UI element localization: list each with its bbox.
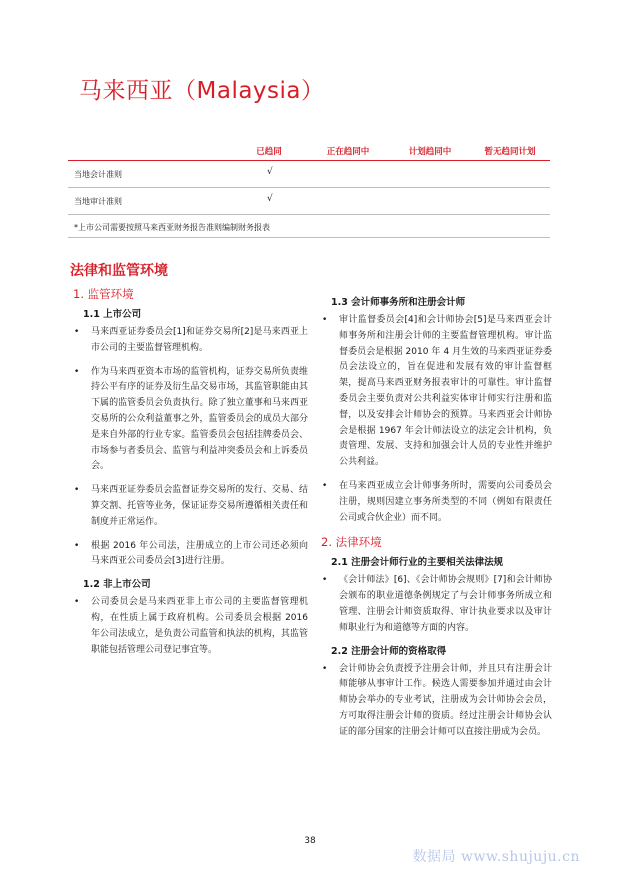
header-planned: 计划趋同中 [408, 147, 452, 157]
list-item: • 公司委员会是马来西亚非上市公司的主要监督管理机构，在性质上属于政府机构。公司委员会根据 2016 年公司法成立，是负责公司监管和执法的机构，其监管职能包括管理公司登记事宜等。 [72, 595, 308, 658]
list-item: • 根据 2016 年公司法，注册成立的上市公司还必须向马来西亚公司委员会[3]进行注册。 [72, 539, 308, 571]
table-row [68, 161, 550, 188]
list-item: • 作为马来西亚资本市场的监管机构，证券交易所负责维持公平有序的证券及衍生品交易市场，其监管职能由其下属的监管委员会负责执行。除了独立董事和马来西亚交易所的公众利益董事之外，监管委员会的成员大部分是来自外部的行业专家。监管委员会包括挂牌委员会、市场参与者委员会、监管与利益冲突委员会和上诉委员会。 [72, 365, 308, 476]
heading-legal-env: 2. 法律环境 [321, 535, 382, 550]
list-item: • 在马来西亚成立会计师事务所时，需要向公司委员会注册，规则因建立事务所类型的不同（例如有限责任公司或合伙企业）而不同。 [320, 479, 552, 526]
table-row [68, 188, 550, 215]
heading-laws-regulations: 2.1 注册会计师行业的主要相关法律法规 [331, 557, 504, 569]
table-header [68, 142, 550, 161]
heading-listed-companies: 1.1 上市公司 [83, 309, 142, 320]
list-item: • 马来西亚证券委员会[1]和证券交易所[2]是马来西亚上市公司的主要监督管理机构。 [72, 325, 308, 357]
header-no-plan: 暂无趋同计划 [484, 147, 536, 157]
list-item: • 马来西亚证券委员会监督证券交易所的发行、交易、结算交割、托管等业务，保证证券交易所遵循相关责任和制度并正常运作。 [72, 483, 308, 530]
header-converged: 已趋同 [256, 147, 282, 157]
convergence-table [68, 142, 550, 238]
table-note-text: *上市公司需要按照马来西亚财务报告准则编制财务报表 [74, 223, 270, 232]
row-label: 当地审计准则 [74, 197, 122, 206]
section-heading: 法律和监管环境 [70, 263, 168, 279]
left-column [72, 286, 308, 666]
list-item: • 会计师协会负责授予注册会计师，并且只有注册会计师能够从事审计工作。候选人需要参加并通过由会计师协会举办的专业考试，注册成为会计师协会会员，方可取得注册会计师的资质。经过注册会计师协会认证的部分国家的注册会计师可以直接注册成为会员。 [320, 662, 552, 741]
heading-cpa-qualification: 2.2 注册会计师的资格取得 [331, 645, 447, 657]
header-converging: 正在趋同中 [326, 147, 370, 157]
watermark: 数据局 www.shujuju.cn [412, 849, 580, 865]
list-item: • 《会计师法》[6]、《会计师协会规则》[7]和会计师协会颁布的职业道德条例规定了与会计师事务所成立和管理、注册会计师资质取得、审计执业要求以及审计师职业行为和道德等方面的内容。 [320, 573, 552, 636]
page-number: 38 [304, 836, 316, 846]
page-title: 马来西亚（Malaysia） [79, 78, 325, 104]
list-item: • 审计监督委员会[4]和会计师协会[5]是马来西亚会计师事务所和注册会计师的主要监督管理机构。审计监督委员会是根据 2010 年 4 月生效的马来西亚证券委员会法设立的，旨在促进和发展有效的审计监督框架，提高马来西亚财务报表审计的可靠性。审计监督委员会主要负责对公共利益实体审计师实行注册和监督，以及安排会计师协会的预算。马来西亚会计师协会是根据 1967 年会计师法设立的法定会计机构，负责管理、发展、支持和加强会计人员的专业性并维护公共利益。 [320, 313, 552, 471]
table-note [68, 215, 550, 238]
heading-regulatory-env: 1. 监管环境 [73, 287, 134, 301]
check-mark: √ [267, 194, 273, 204]
heading-unlisted-companies: 1.2 非上市公司 [83, 579, 151, 591]
row-label: 当地会计准则 [74, 170, 122, 179]
right-column [320, 296, 552, 749]
heading-firms-cpas: 1.3 会计师事务所和注册会计师 [331, 297, 466, 308]
check-mark: √ [267, 167, 273, 177]
